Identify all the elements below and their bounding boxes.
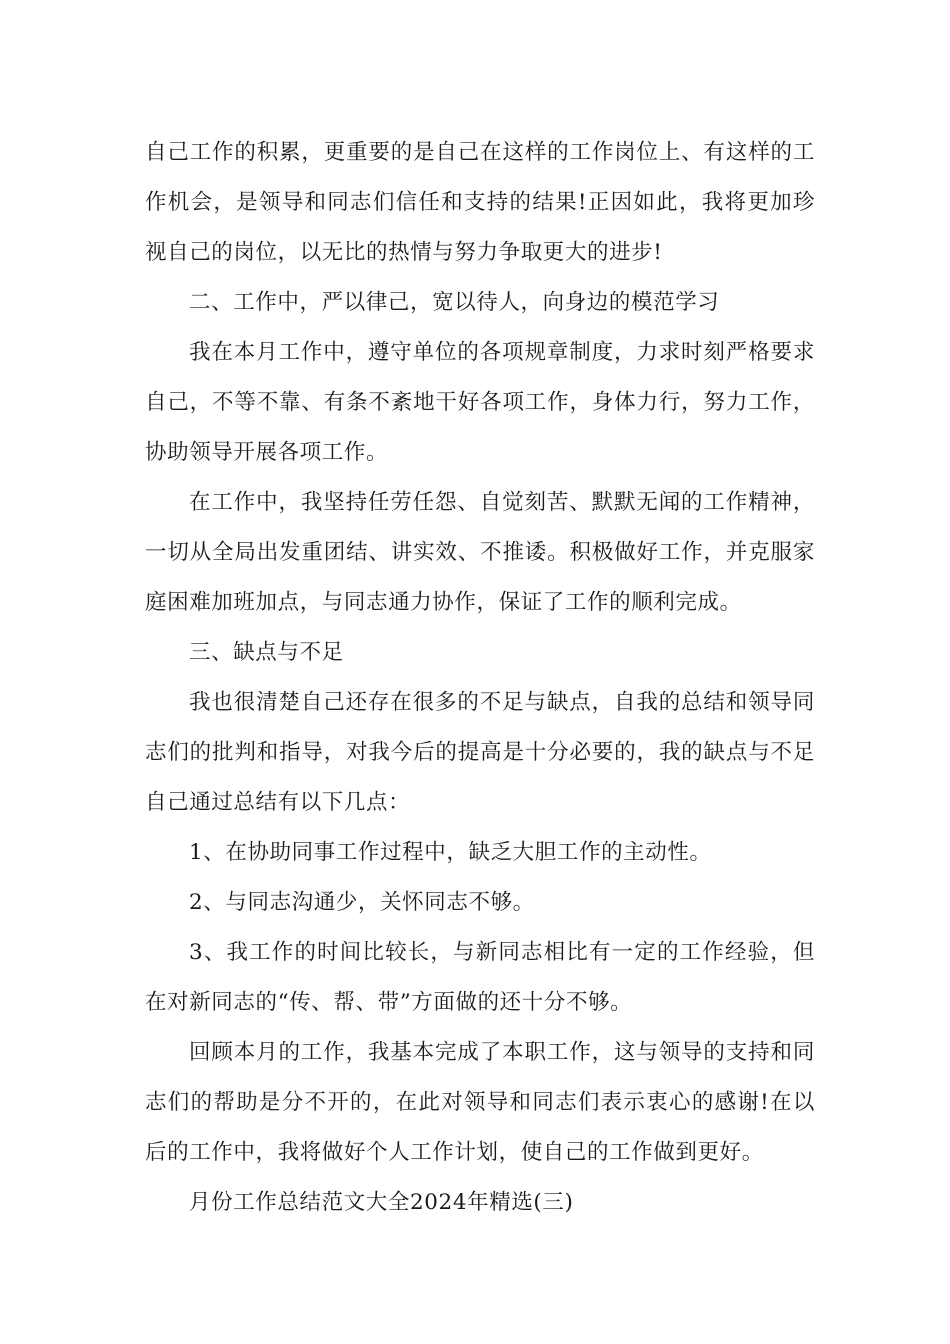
paragraph-continuation: 自己工作的积累，更重要的是自己在这样的工作岗位上、有这样的工作机会，是领导和同志们信任和支持的结果!正因如此，我将更加珍视自己的岗位，以无比的热情与努力争取更大的进步! — [145, 140, 815, 265]
list-item: 3、我工作的时间比较长，与新同志相比有一定的工作经验，但在对新同志的“传、帮、带”方面做的还十分不够。 — [145, 940, 815, 1015]
section-heading-two: 二、工作中，严以律己，宽以待人，向身边的模范学习 — [189, 290, 720, 315]
list-item: 1、在协助同事工作过程中，缺乏大胆工作的主动性。 — [189, 840, 712, 865]
paragraph: 在工作中，我坚持任劳任怨、自觉刻苦、默默无闻的工作精神，一切从全局出发重团结、讲实效、不推诿。积极做好工作，并克服家庭困难加班加点，与同志通力协作，保证了工作的顺利完成。 — [145, 490, 815, 615]
document-body — [145, 128, 815, 1228]
paragraph: 我也很清楚自己还存在很多的不足与缺点，自我的总结和领导同志们的批判和指导，对我今后的提高是十分必要的，我的缺点与不足自己通过总结有以下几点： — [145, 690, 815, 815]
section-heading-three: 三、缺点与不足 — [189, 640, 344, 665]
paragraph: 回顾本月的工作，我基本完成了本职工作，这与领导的支持和同志们的帮助是分不开的，在此对领导和同志们表示衷心的感谢!在以后的工作中，我将做好个人工作计划，使自己的工作做到更好。 — [145, 1040, 815, 1165]
list-item: 2、与同志沟通少，关怀同志不够。 — [189, 890, 535, 915]
paragraph: 我在本月工作中，遵守单位的各项规章制度，力求时刻严格要求自己，不等不靠、有条不紊地干好各项工作，身体力行，努力工作，协助领导开展各项工作。 — [145, 340, 815, 465]
article-title: 月份工作总结范文大全2024年精选(三) — [189, 1190, 574, 1215]
